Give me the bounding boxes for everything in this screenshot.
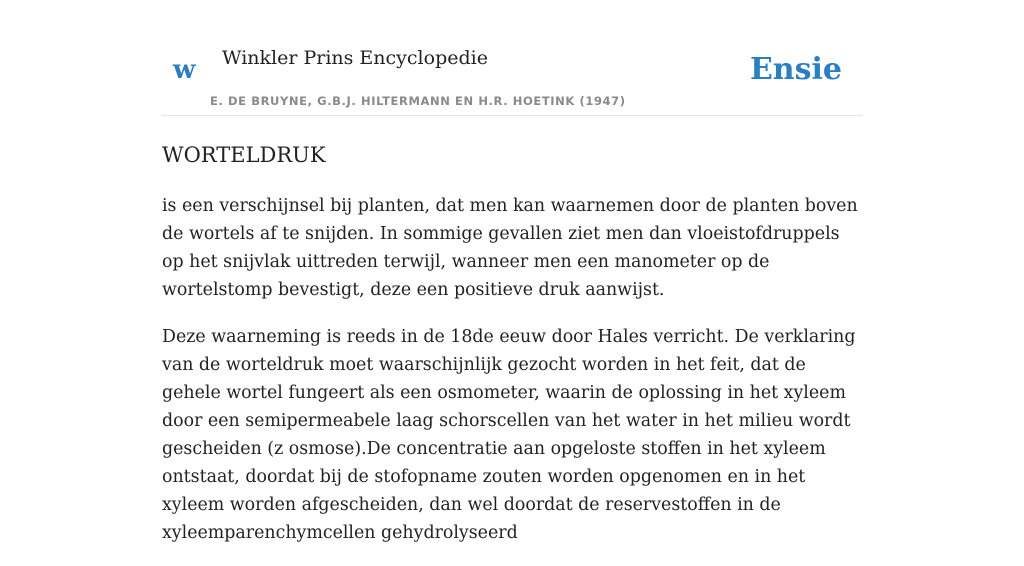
source-authors: E. DE BRUYNE, G.B.J. HILTERMANN EN H.R. HOETINK (1947) (210, 94, 626, 108)
article-paragraph: is een verschijnsel bij planten, dat men kan waarnemen door de planten boven de wortels af te snijden. In sommige gevallen ziet men dan vloeistofdruppels op het snijvlak uittreden terwijl, wanneer men een manometer op de wortelstomp bevestigt, deze een positieve druk aanwijst. (162, 196, 858, 300)
article-body (162, 192, 862, 566)
source-header (162, 0, 862, 116)
source-title[interactable]: Winkler Prins Encyclopedie (222, 47, 488, 69)
brand-logo[interactable]: Ensie (749, 52, 842, 87)
article-title: WORTELDRUK (162, 143, 326, 167)
content-container (162, 0, 862, 543)
article-paragraph: Deze waarneming is reeds in de 18de eeuw door Hales verricht. De verklaring van de worteldruk moet waarschijnlijk gezocht worden in het feit, dat de gehele wortel fungeert als een osmometer, waarin de oplossing in het xyleem door een semipermeabele laag schorscellen van het water in het milieu wordt gescheiden (z osmose).De concentratie aan opgeloste stoffen in het xyleem ontstaat, doordat bij de stofopname zouten worden opgenomen en in het xyleem worden afgescheiden, dan wel doordat de reservestoffen in de xyleemparenchymcellen gehydrolyseerd (162, 327, 856, 543)
source-logo[interactable]: w (173, 55, 196, 85)
